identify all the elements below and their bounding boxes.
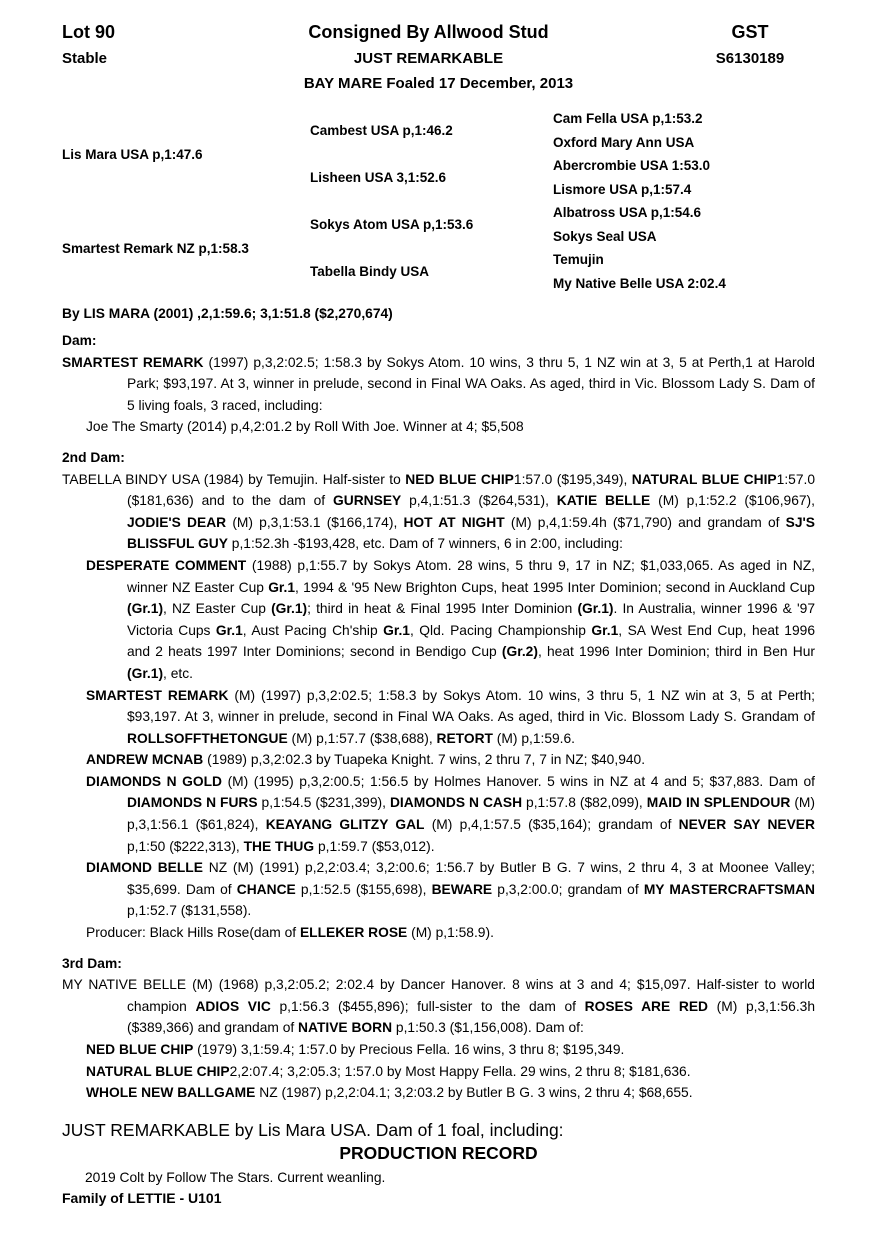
pedigree-paragraph: SMARTEST REMARK (M) (1997) p,3,2:02.5; 1:58.3 by Sokys Atom. 10 wins, 3 thru 5, 1 NZ win at 3, 5 at Perth; $93,197. At 3, winner in prelude, second in Final WA Oaks. As aged, third in Vic. Blossom Lady S. Grandam of ROLLSOFFTHETONGUE (M) p,1:57.7 ($38,688), RETORT (M) p,1:59.6. [86, 687, 815, 746]
pedigree-paragraph: MY NATIVE BELLE (M) (1968) p,3,2:05.2; 2:02.4 by Dancer Hanover. 8 wins at 3 and 4; $15,097. Half-sister to world champion ADIOS VIC p,1:56.3 ($455,896); full-sister to the dam of ROSES ARE RED (M) p,3,1:56.3h ($389,366) and grandam of NATIVE BORN p,1:50.3 ($1,156,008). Dam of: [62, 977, 816, 1036]
pedigree-paragraph: DIAMOND BELLE NZ (M) (1991) p,2,2:03.4; 3,2:00.6; 1:56.7 by Butler B G. 7 wins, 2 thru 4, 3 at Moonee Valley; $35,699. Dam of CHANCE p,1:52.5 ($155,698), BEWARE p,3,2:00.0; grandam of MY MASTERCRAFTSMAN p,1:52.7 ($131,558). [86, 860, 816, 919]
pedigree-entry: Cam Fella USA p,1:53.2 [553, 111, 703, 127]
pedigree-entry: Lismore USA p,1:57.4 [553, 181, 692, 197]
pedigree-entry: Cambest USA p,1:46.2 [310, 123, 453, 138]
pedigree-entry: Sokys Atom USA p,1:53.6 [310, 217, 474, 232]
consignor: Consigned By Allwood Stud [308, 22, 549, 42]
dam-section [62, 330, 815, 438]
pedigree-entry: My Native Belle USA 2:02.4 [553, 275, 726, 291]
pedigree-entry: Albatross USA p,1:54.6 [553, 205, 702, 221]
pedigree-paragraph: Joe The Smarty (2014) p,4,2:01.2 by Roll With Joe. Winner at 4; $5,508 [86, 419, 524, 435]
section-title: Dam: [62, 333, 97, 348]
page-header [62, 22, 815, 92]
registration-number: S6130189 [715, 50, 785, 67]
pedigree-entry: Temujin [553, 252, 604, 268]
section-title: 2nd Dam: [62, 449, 125, 465]
pedigree-paragraph: DIAMONDS N GOLD (M) (1995) p,3,2:00.5; 1:56.5 by Holmes Hanover. 5 wins in NZ at 4 and 5; $37,883. Dam of DIAMONDS N FURS p,1:54.5 ($231,399), DIAMONDS N CASH p,1:57.8 ($82,099), MAID IN SPLENDOUR (M) p,3,1:56.1 ($61,824), KEAYANG GLITZY GAL (M) p,4,1:57.5 ($35,164); grandam of NEVER SAY NEVER p,1:50 ($222,313), THE THUG p,1:59.7 ($53,012). [86, 773, 816, 854]
lot-number: Lot 90 [62, 22, 116, 42]
horse-name: JUST REMARKABLE [353, 50, 504, 67]
dam-section [62, 953, 815, 1104]
pedigree-paragraph: NED BLUE CHIP (1979) 3,1:59.4; 1:57.0 by Precious Fella. 16 wins, 3 thru 8; $195,349. [86, 1042, 625, 1057]
pedigree-entry: Smartest Remark NZ p,1:58.3 [62, 240, 249, 256]
pedigree-entry: Tabella Bindy USA [310, 264, 430, 279]
section-title: 3rd Dam: [62, 955, 122, 971]
pedigree-entry: Sokys Seal USA [553, 228, 657, 244]
pedigree-gen2 [310, 107, 553, 295]
sire-by-line: By LIS MARA (2001) ,2,1:59.6; 3,1:51.8 ($2,270,674) [62, 306, 393, 321]
pedigree-details [62, 330, 815, 1104]
horse-description: BAY MARE Foaled 17 December, 2013 [303, 75, 574, 92]
pedigree-entry: Abercrombie USA 1:53.0 [553, 158, 711, 174]
pedigree-paragraph: ANDREW MCNAB (1989) p,3,2:02.3 by Tuapeka Knight. 7 wins, 2 thru 7, 7 in NZ; $40,940. [86, 752, 646, 768]
family-line: Family of LETTIE - U101 [62, 1190, 222, 1207]
pedigree-gen1 [62, 107, 310, 295]
pedigree-paragraph: Producer: Black Hills Rose(dam of ELLEKER ROSE (M) p,1:58.9). [86, 925, 494, 941]
pedigree-paragraph: SMARTEST REMARK (1997) p,3,2:02.5; 1:58.3 by Sokys Atom. 10 wins, 3 thru 5, 1 NZ win at 3, 5 at Perth,1 at Harold Park; $93,197. At 3, winner in prelude, second in Final WA Oaks. As aged, third in Vic. Blossom Lady S. Dam of 5 living foals, 3 raced, including: [62, 354, 815, 413]
pedigree-entry: Lis Mara USA p,1:47.6 [62, 146, 203, 162]
gst-label: GST [731, 22, 769, 42]
production-record-title: PRODUCTION RECORD [339, 1142, 538, 1163]
stable-label: Stable [62, 50, 108, 67]
pedigree-table [62, 107, 815, 295]
pedigree-entry: Lisheen USA 3,1:52.6 [310, 170, 447, 185]
pedigree-entry: Oxford Mary Ann USA [553, 134, 695, 150]
pedigree-paragraph: WHOLE NEW BALLGAME NZ (1987) p,2,2:04.1; 3,2:03.2 by Butler B G. 3 wins, 2 thru 4; $68,655. [86, 1085, 693, 1101]
foal-summary: JUST REMARKABLE by Lis Mara USA. Dam of 1 foal, including: [62, 1119, 564, 1140]
pedigree-gen3 [553, 107, 815, 295]
pedigree-paragraph: DESPERATE COMMENT (1988) p,1:55.7 by Sokys Atom. 28 wins, 5 thru 9, 17 in NZ; $1,033,065. As aged in NZ, winner NZ Easter Cup Gr.1, 1994 & '95 New Brighton Cups, heat 1995 Inter Dominion; second in Auckland Cup (Gr.1), NZ Easter Cup (Gr.1); third in heat & Final 1995 Inter Dominion (Gr.1). In Australia, winner 1996 & '97 Victoria Cups Gr.1, Aust Pacing Ch'ship Gr.1, Qld. Pacing Championship Gr.1, SA West End Cup, heat 1996 and 2 heats 1997 Inter Dominions; second in Bendigo Cup (Gr.2), heat 1996 Inter Dominion; third in Ben Hur (Gr.1), etc. [86, 557, 816, 681]
pedigree-paragraph: NATURAL BLUE CHIP2,2:07.4; 3,2:05.3; 1:57.0 by Most Happy Fella. 29 wins, 2 thru 8; $181,636. [86, 1063, 691, 1079]
pedigree-paragraph: TABELLA BINDY USA (1984) by Temujin. Half-sister to NED BLUE CHIP1:57.0 ($195,349), NATURAL BLUE CHIP1:57.0 ($181,636) and to the dam of GURNSEY p,4,1:51.3 ($264,531), KATIE BELLE (M) p,1:52.2 ($106,967), JODIE'S DEAR (M) p,3,1:53.1 ($166,174), HOT AT NIGHT (M) p,4,1:59.4h ($71,790) and grandam of SJ'S BLISSFUL GUY p,1:52.3h -$193,428, etc. Dam of 7 winners, 6 in 2:00, including: [62, 471, 815, 552]
dam-section [62, 447, 815, 944]
production-record-entry: 2019 Colt by Follow The Stars. Current weanling. [85, 1169, 386, 1185]
